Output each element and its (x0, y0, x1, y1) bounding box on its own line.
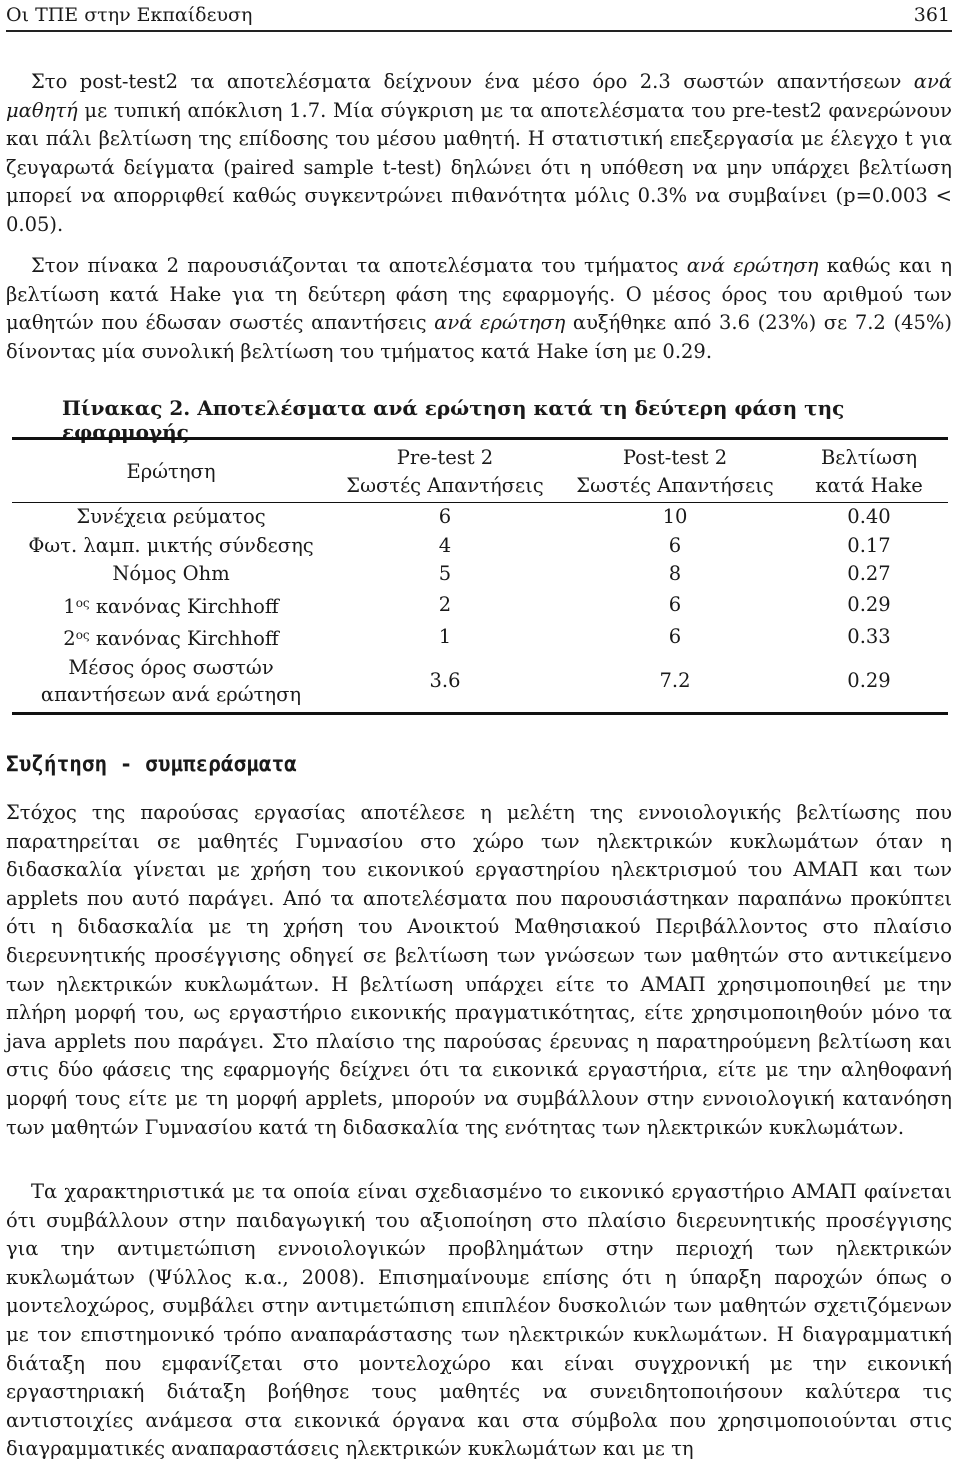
header-pre-line2: Σωστές Απαντήσεις (346, 474, 544, 497)
cell-summary-post: 7.2 (659, 669, 691, 693)
table-summary-row (12, 654, 948, 714)
cell-question (12, 589, 330, 622)
cell-post: 6 (668, 625, 682, 649)
table-caption: Πίνακας 2. Αποτελέσματα ανά ερώτηση κατά τη δεύτερη φάση της εφαρμογής (62, 396, 845, 444)
cell-hake: 0.33 (847, 625, 891, 649)
results-table (12, 437, 948, 715)
cell-question: Συνέχεια ρεύματος (76, 505, 266, 528)
table-row (12, 560, 948, 589)
cell-hake: 0.17 (847, 533, 891, 557)
summary-label-line2: απαντήσεων ανά ερώτηση (40, 682, 302, 706)
paragraph-text: Στο post-test2 τα αποτελέσματα δείχνουν ένα μέσο όρο 2.3 σωστών απαντήσεων (31, 70, 914, 93)
paragraph-features: Τα χαρακτηριστικά με τα οποία είναι σχεδιασμένο το εικονικό εργαστήριο ΑΜΑΠ φαίνεται ότι συμβάλλουν στην παιδαγωγική του αξιοποίηση στο πλαίσιο διερευνητικής προσέγγισης για την αντιμετώπιση εννοιολογικών προβλημάτων στην περιοχή των ηλεκτρικών κυκλωμάτων (Ψύλλος κ.α., 2008). Επισημαίνουμε επίσης ότι η ύπαρξη παροχών όπως ο μοντελοχώρος, συμβάλει στην αντιμετώπιση επιπλέον δυσκολιών των μαθητών σχετιζόμενων με τον επιστημονικό τρόπο αναπαράστασης των ηλεκτρικών κυκλωμάτων. Η διαγραμματική διάταξη που εμφανίζεται στο μοντελοχώρο και είναι συγχρονική με την εικονική εργαστηριακή διάταξη βοήθησε τους μαθητές να συνειδητοποιήσουν καλύτερα τις αντιστοιχίες ανάμεσα στα εικονικά όργανα και στα σύμβολα που χρησιμοποιούνται στις διαγραμματικές αναπαραστάσεις ηλεκτρικών κυκλωμάτων και με τη (6, 1180, 952, 1461)
header-pre-test (330, 439, 560, 503)
header-hake (790, 439, 948, 503)
ordinal-suffix: ος (75, 595, 90, 610)
cell-question: Φωτ. λαμπ. μικτής σύνδεσης (28, 533, 314, 557)
table-row (12, 503, 948, 532)
ordinal-suffix: ος (75, 628, 90, 643)
cell-hake: 0.40 (847, 505, 891, 528)
paragraph-text: με τυπική απόκλιση 1.7. Μία σύγκριση με τα αποτελέσματα του pre-test2 φανερώνουν και πάλι βελτίωση της επίδοσης του μέσου μαθητή. Η στατιστική επεξεργασία με έλεγχο t για ζευγαρωτά δείγματα (paired sample t-test) δηλώνει ότι η υπόθεση να μην υπάρχει βελτίωση μπορεί να απορριφθεί καθώς συγκεντρώνει πιθανότητα μόλις 0.3% να συμβαίνει (p=0.003 < 0.05). (6, 98, 952, 236)
page-number: 361 (913, 4, 950, 26)
ordinal-number: 1 (63, 594, 76, 618)
running-title: Οι ΤΠΕ στην Εκπαίδευση (6, 4, 253, 26)
running-header (6, 0, 952, 32)
paragraph-text: Στον πίνακα 2 παρουσιάζονται τα αποτελέσματα του τμήματος (31, 254, 687, 277)
cell-hake: 0.29 (847, 592, 891, 616)
paragraph-post-test-results (6, 68, 952, 240)
cell-summary-label (12, 654, 330, 714)
header-pre-line1: Pre-test 2 (396, 446, 494, 469)
cell-pre: 2 (438, 592, 452, 616)
cell-question: Νόμος Ohm (112, 562, 230, 586)
cell-post: 6 (668, 592, 682, 616)
cell-summary-hake: 0.29 (847, 669, 891, 693)
cell-pre: 4 (438, 533, 452, 557)
cell-pre: 6 (438, 505, 452, 528)
summary-label-line1: Μέσος όρος σωστών (68, 655, 274, 679)
header-hake-line2: κατά Hake (815, 474, 923, 497)
header-post-line2: Σωστές Απαντήσεις (576, 474, 774, 497)
question-rest: κανόνας Kirchhoff (89, 627, 279, 651)
header-post-line1: Post-test 2 (622, 446, 728, 469)
table-row (12, 589, 948, 622)
cell-pre: 5 (438, 562, 452, 586)
cell-pre: 1 (438, 625, 452, 649)
cell-question (12, 621, 330, 654)
paragraph-discussion: Στόχος της παρούσας εργασίας αποτέλεσε η μελέτη της εννοιολογικής βελτίωσης που παρατηρείται σε μαθητές Γυμνασίου στο χώρο των ηλεκτρικών κυκλωμάτων όταν η διδασκαλία γίνεται με χρήση του εικονικού εργαστηρίου ηλεκτρισμού του ΑΜΑΠ και των applets που αυτό παράγει. Από τα αποτελέσματα που παρουσιάστηκαν παραπάνω προκύπτει ότι η διδασκαλία με τη χρήση του Ανοικτού Μαθησιακού Περιβάλλοντος στο πλαίσιο διερευνητικής προσέγγισης οδηγεί σε βελτίωση των γνώσεων των μαθητών στο αντικείμενο των ηλεκτρικών κυκλωμάτων. Η βελτίωση υπάρχει είτε το ΑΜΑΠ χρησιμοποιηθεί με την πλήρη μορφή του, ως εργαστήριο εικονικής πραγματικότητας, είτε χρησιμοποιηθούν μόνο τα java applets που παράγει. Στο πλαίσιο της παρούσας έρευνας η παρατηρούμενη βελτίωση και στις δύο φάσεις της εφαρμογής δείχνει ότι τα εικονικά εργαστήρια, είτε με την αληθοφανή μορφή τους είτε με τη μορφή applets, μπορούν να συμβάλλουν στην εννοιολογική κατανόηση των μαθητών Γυμνασίου κατά τη διδασκαλία της ενότητας των ηλεκτρικών κυκλωμάτων. (6, 801, 952, 1139)
cell-post: 8 (668, 562, 682, 586)
table-row (12, 621, 948, 654)
cell-post: 6 (668, 533, 682, 557)
cell-summary-pre: 3.6 (429, 669, 461, 693)
header-question-label: Ερώτηση (126, 460, 216, 483)
cell-post: 10 (662, 505, 688, 528)
paragraph-text: καθώς και η βελτίωση κατά Hake για τη δεύτερη φάση της εφαρμογής. Ο μέσος όρος του αριθμού των μαθητών που έδωσαν σωστές απαντήσεις (6, 254, 952, 335)
header-post-test (560, 439, 790, 503)
paragraph-table-intro (6, 252, 952, 366)
emphasis-text: ανά ερώτηση (686, 254, 819, 277)
question-rest: κανόνας Kirchhoff (89, 594, 279, 618)
cell-hake: 0.27 (847, 562, 891, 586)
table-row (12, 532, 948, 561)
header-hake-line1: Βελτίωση (820, 446, 918, 469)
emphasis-text: ανά ερώτηση (434, 311, 566, 335)
table-header-row (12, 439, 948, 503)
ordinal-number: 2 (63, 627, 76, 651)
emphasis-text: ανά μαθητή (6, 70, 952, 122)
header-question (12, 439, 330, 503)
paragraph-text: αυξήθηκε από 3.6 (23%) σε 7.2 (45%) δίνοντας μία συνολική βελτίωση του τμήματος κατά Hake ίση με 0.29. (6, 311, 953, 363)
section-heading: Συζήτηση - συμπεράσματα (6, 752, 297, 776)
